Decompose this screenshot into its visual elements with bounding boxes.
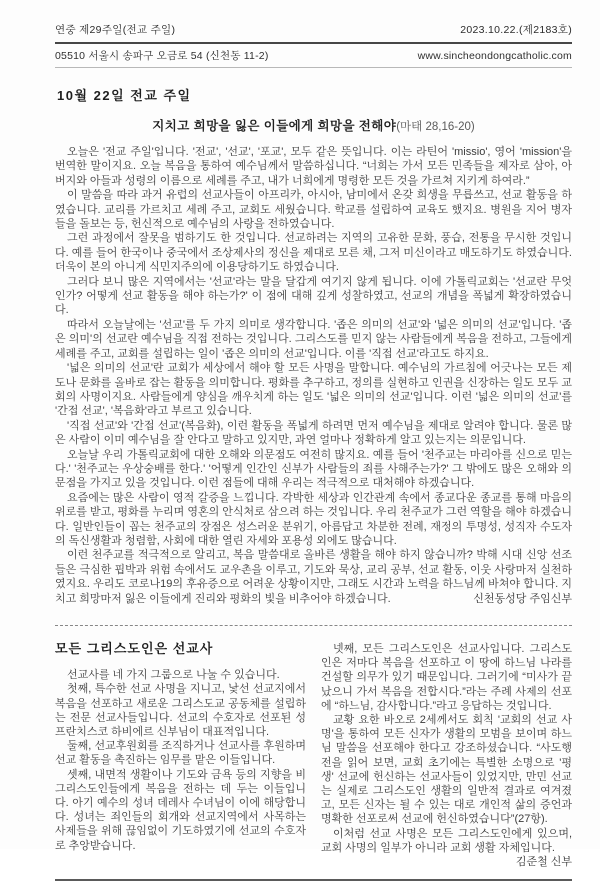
column-paragraph: 이처럼 선교 사명은 모든 그리스도인에게 있으며, 교회 사명의 일부가 아니라 교회 생활 자체입니다. [321,827,572,854]
column-paragraph: 둘째, 선교후원회를 조직하거나 선교사를 후원하며 선교 활동을 촉진하는 임무를 맡은 이들입니다. [55,740,306,767]
article-subtitle [55,116,572,134]
masthead [55,22,572,68]
second-article-left-column [55,642,306,870]
column-paragraph: 첫째, 특수한 선교 사명을 지니고, 낯선 선교지에서 복음을 선포하고 새로운 그리스도교 공동체를 설립하는 전문 선교사들입니다. 선교의 수호자로 선포된 성 프란치스코 하비에르 신부님이 대표적입니다. [55,683,306,739]
article-paragraph: 이런 천주교를 적극적으로 알리고, 복음 말씀대로 올바른 생활을 해야 하지 않습니까? 박해 시대 신앙 선조들은 극심한 핍박과 위험 속에서도 교우촌을 이루고, 기도와 묵상, 교리 공부, 선교 활동, 이웃 사랑마저 실천하였지요. 우리도 코로나19의 후유증으로 어려운 상황이지만, 그래도 시간과 노력을 하느님께 바쳐야 합니다. 지치고 희망마저 잃은 이들에게 진리와 평화의 빛을 비추어야 하겠습니다. [55,549,572,605]
second-article-title: 모든 그리스도인은 선교사 [55,641,214,657]
section-divider-dashed [55,625,572,626]
column-paragraph: 교황 요한 바오로 2세께서도 회칙 '교회의 선교 사명'을 통하여 모든 신자가 생활의 모범을 보이며 하느님 말씀을 선포해야 한다고 강조하셨습니다. “사도행전을 읽어 보면, 교회 초기에는 특별한 소명으로 '평생' 선교에 헌신하는 선교사들이 있었지만, 만민 선교는 실제로 그리스도인 생활의 일반적 결과로 여겨졌고, 모든 신자는 될 수 있는 대로 개인적 삶의 증언과 명확한 선포로써 선교에 헌신하였습니다”(27항). [321,714,572,826]
second-article [55,642,572,870]
parish-address: 05510 서울시 송파구 오금로 54 (신천동 11-2) [55,50,269,62]
article-paragraph: '넓은 의미의 선교'란 교회가 세상에서 해야 할 모든 사명을 말합니다. 예수님의 가르침에 어긋나는 모든 제도나 문화를 올바로 잡는 활동을 의미합니다. 평화를 추구하고, 정의를 실현하고 인권을 신장하는 일도 모두 교회의 사명이지요. 사람들에게 양심을 깨우치게 하는 일도 '넓은 의미의 선교'입니다. 이런 '넓은 의미의 선교'를 '간접 선교', '복음화'라고 부르고 있습니다. [55,362,572,418]
article-paragraph: 그러다 보니 많은 지역에서는 '선교'라는 말을 달갑게 여기지 않게 됩니다. 이에 가톨릭교회는 '선교란 무엇인가? 어떻게 선교 활동을 해야 하는가?' 이 점에 대해 깊게 성찰하였고, 선교의 개념을 폭넓게 확장하였습니다. [55,275,572,317]
article-title: 10월 22일 전교 주일 [57,88,192,103]
article-signature: 신천동성당 주임신부 [473,592,572,605]
scripture-reference: (마태 28,16-20) [396,121,475,133]
article-paragraph: 오늘날 우리 가톨릭교회에 대한 오해와 의문점도 여전히 많지요. 예를 들어 '천주교는 마리아를 신으로 믿는다.' '천주교는 우상숭배를 한다.' '어떻게 인간인 신부가 사람들의 죄를 사해주는가?' 그 밖에도 많은 오해와 의문점을 가지고 있을 것입니다. 이런 점들에 대해 우리는 적극적으로 대처해야 하겠습니다. [55,448,572,490]
column-paragraph: 셋째, 내면적 생활이나 기도와 금욕 등의 지향을 비그리스도인들에게 복음을 전하는 데 두는 이들입니다. 아기 예수의 성녀 데레사 수녀님이 이에 해당합니다. 성녀는 죄인들의 회개와 선교지역에서 사목하는 사제들을 위해 끊임없이 기도하였기에 선교의 수호자로 추앙받습니다. [55,768,306,852]
issue-label: 연중 제29주일(전교 주일) [55,24,176,36]
article-paragraph: '직접 선교'와 '간접 선교'(복음화), 이런 활동을 폭넓게 하려면 먼저 예수님을 제대로 알려야 합니다. 물론 많은 사람이 이미 예수님을 잘 안다고 말하고 있지만, 과연 얼마나 정확하게 알고 있는지는 의문입니다. [55,419,572,447]
article-paragraph: 그런 과정에서 잘못을 범하기도 한 것입니다. 선교하려는 지역의 고유한 문화, 풍습, 전통을 무시한 것입니다. 예를 들어 한국이나 중국에서 조상제사의 정신을 제대로 모른 채, 그저 미신이라고 매도하기도 하였습니다. 더욱이 본의 아니게 식민지주의에 이용당하기도 하였습니다. [55,232,572,274]
main-article [55,85,572,606]
article-paragraph: 오늘은 '전교 주일'입니다. '전교', '선교', '포교', 모두 같은 뜻입니다. 이는 라틴어 'missio', 영어 'mission'을 번역한 말이지요. 오늘 복음을 통하여 예수님께서 말씀하십니다. “너희는 가서 모든 민족들을 제자로 삼아, 아버지와 아들과 성령의 이름으로 세례를 주고, 내가 너희에게 명령한 모든 것을 가르쳐 지키게 하여라.” [55,146,572,187]
second-article-right-column [321,642,572,870]
column-paragraph: 선교사를 네 가지 그룹으로 나눌 수 있습니다. [67,669,280,682]
masthead-row-bottom [55,44,572,68]
masthead-row-top [55,22,572,44]
article-body [55,145,572,606]
author-signature: 김준철 신부 [515,856,572,869]
parish-website: www.sincheondongcatholic.com [417,49,572,62]
article-paragraph: 요즘에는 많은 사람이 영적 갈증을 느낍니다. 각박한 세상과 인간관계 속에서 종교다운 종교를 통해 마음의 위로를 받고, 평화를 누리며 영혼의 안식처로 삼으려 하는 것입니다. 우리 천주교가 그런 역할을 해야 하겠습니다. 일반인들이 꼽는 천주교의 장점은 성스러운 분위기, 아름답고 차분한 전례, 재정의 투명성, 성직자 수도자의 독신생활과 청렴함, 사회에 대한 열린 자세와 포용성 외에도 많습니다. [55,491,572,547]
article-paragraph: 따라서 오늘날에는 '선교'를 두 가지 의미로 생각합니다. '좁은 의미의 선교'와 '넓은 의미의 선교'입니다. '좁은 의미'의 선교란 예수님을 직접 전하는 것입니다. 그리스도를 믿지 않는 사람들에게 복음을 전하고, 그들에게 세례를 주고, 교회를 설립하는 일이 '좁은 의미의 선교'입니다. 이를 '직접 선교'라고도 하지요. [55,318,572,360]
issue-date: 2023.10.22.(제2183호) [460,24,572,36]
column-paragraph: 넷째, 모든 그리스도인은 선교사입니다. 그리스도인은 저마다 복음을 선포하고 이 땅에 하느님 나라를 건설할 의무가 있기 때문입니다. 그러기에 “미사가 끝났으니 가서 복음을 전합시다.”라는 주례 사제의 선포에 “하느님, 감사합니다.”라고 응답하는 것입니다. [321,643,572,712]
article-subtitle-text: 지치고 희망을 잃은 이들에게 희망을 전해야 [152,119,397,133]
article-paragraph: 이 말씀을 따라 과거 유럽의 선교사들이 아프리카, 아시아, 남미에서 온갖 희생을 무릅쓰고, 선교 활동을 하였습니다. 교리를 가르치고 세례 주고, 교회도 세웠습니다. 학교를 설립하여 교육도 했지요. 병원을 지어 병자들을 돌보는 등, 헌신적으로 예수님의 사랑을 전하였습니다. [55,189,572,231]
